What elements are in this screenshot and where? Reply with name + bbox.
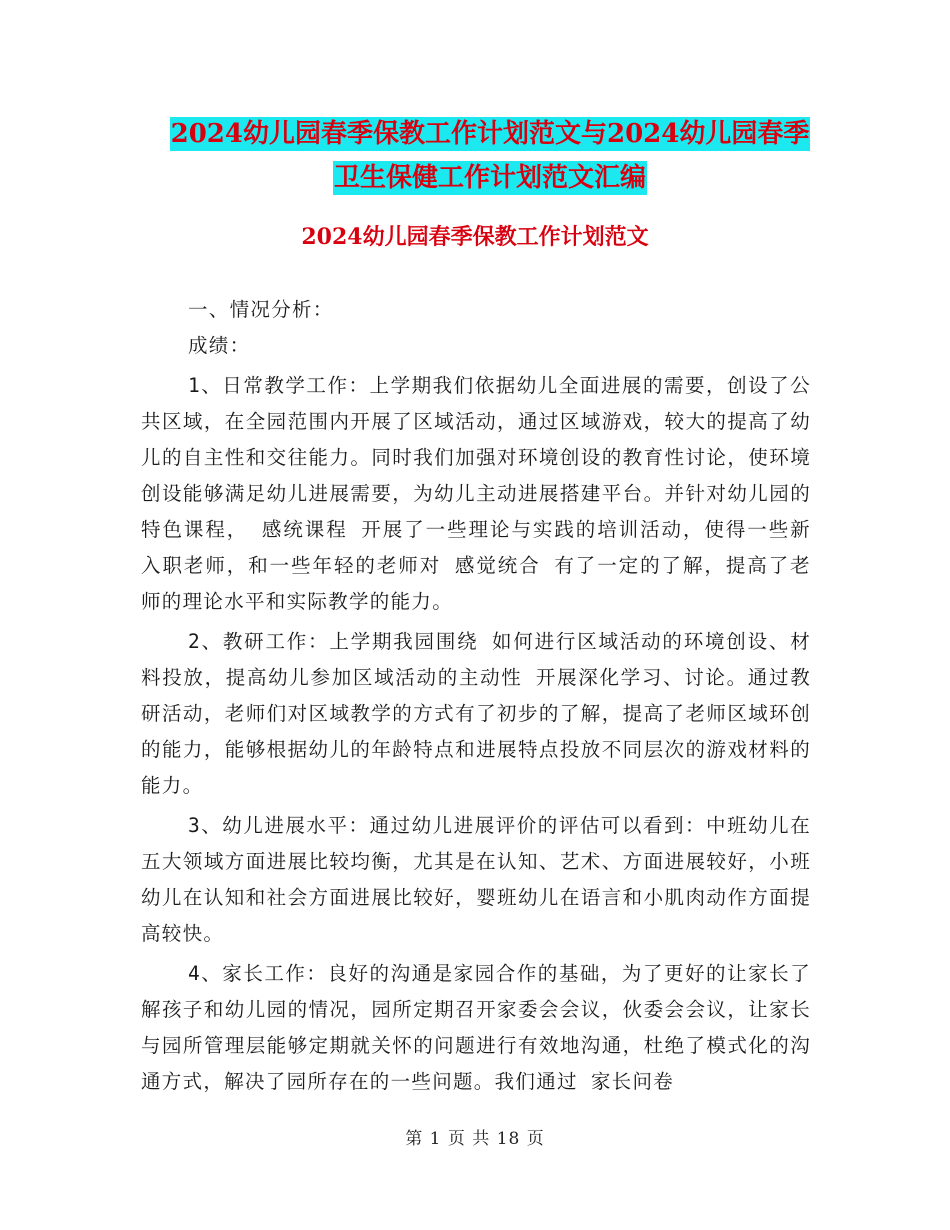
body-text bbox=[141, 292, 811, 1100]
section-title: 2024幼儿园春季保教工作计划范文 bbox=[301, 224, 649, 250]
page-footer: 第 1 页 共 18 页 bbox=[405, 1129, 545, 1149]
heading-situation-analysis: 一、情况分析： bbox=[188, 298, 334, 321]
paragraph-teaching-research: 2、教研工作：上学期我园围绕 如何进行区域活动的环境创设、材料投放，提高幼儿参加区域活动的主动性 开展深化学习、讨论。通过教研活动，老师们对区域教学的方式有了初步的了解，提高了老师区域环创的能力，能够根据幼儿的年龄特点和进展特点投放不同层次的游戏材料的能力。 bbox=[141, 630, 811, 797]
paragraph-daily-teaching: 1、日常教学工作：上学期我们依据幼儿全面进展的需要，创设了公共区域，在全园范围内开展了区域活动，通过区域游戏，较大的提高了幼儿的自主性和交往能力。同时我们加强对环境创设的教育性讨论，使环境创设能够满足幼儿进展需要，为幼儿主动进展搭建平台。并针对幼儿园的特色课程， 感统课程 开展了一些理论与实践的培训活动，使得一些新入职老师，和一些年轻的老师对 感觉统合 有了一定的了解，提高了老师的理论水平和实际教学的能力。 bbox=[141, 374, 811, 613]
document-title bbox=[140, 112, 840, 200]
title-line-1: 2024幼儿园春季保教工作计划范文与2024幼儿园春季 bbox=[170, 119, 810, 149]
title-line-2: 卫生保健工作计划范文汇编 bbox=[333, 163, 646, 193]
paragraph-parent-work: 4、家长工作：良好的沟通是家园合作的基础，为了更好的让家长了解孩子和幼儿园的情况，园所定期召开家委会会议，伙委会会议，让家长与园所管理层能够定期就关怀的问题进行有效地沟通，杜绝了模式化的沟通方式，解决了园所存在的一些问题。我们通过 家长问卷 bbox=[141, 962, 811, 1093]
heading-achievements: 成绩： bbox=[188, 334, 251, 357]
paragraph-child-development: 3、幼儿进展水平：通过幼儿进展评价的评估可以看到：中班幼儿在五大领域方面进展比较均衡，尤其是在认知、艺术、方面进展较好，小班幼儿在认知和社会方面进展比较好，婴班幼儿在语言和小肌肉动作方面提高较快。 bbox=[141, 814, 811, 945]
